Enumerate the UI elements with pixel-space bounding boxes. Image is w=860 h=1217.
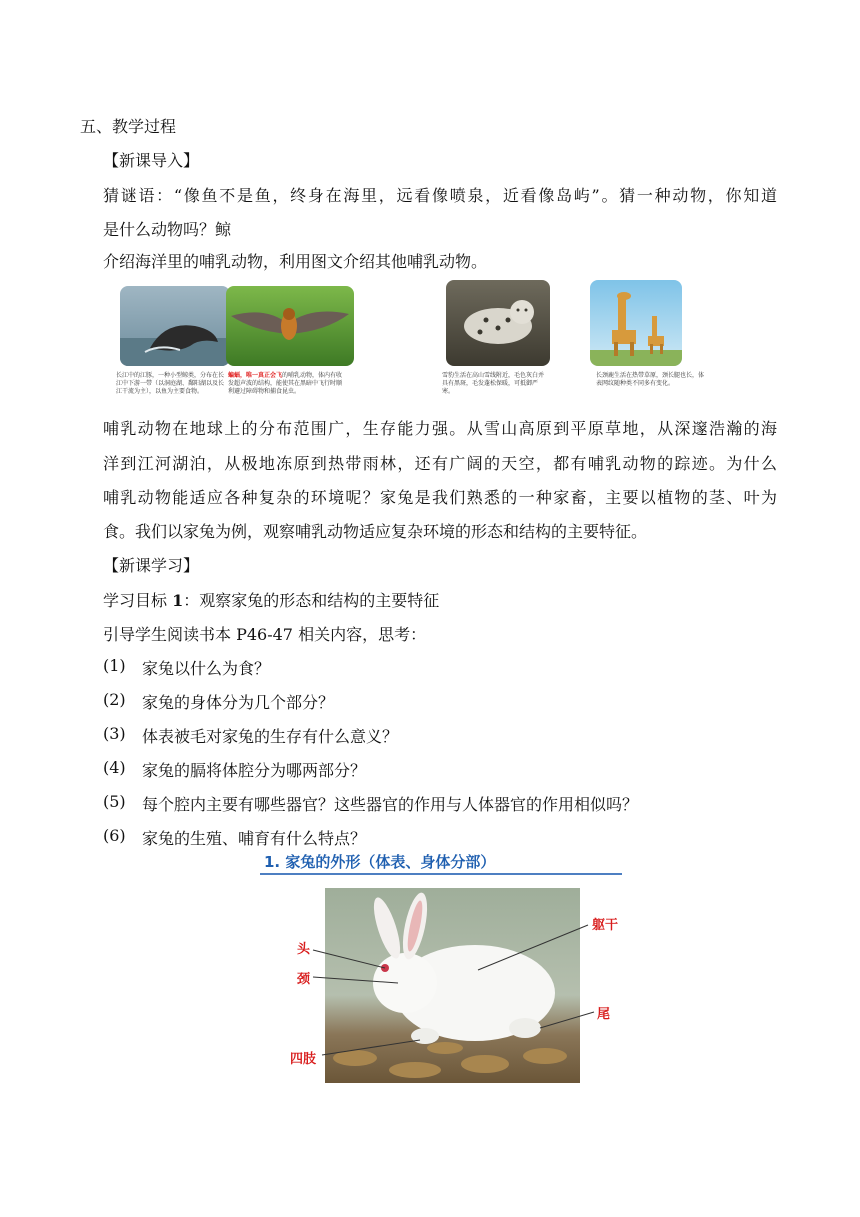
label-head: 头 (297, 942, 311, 957)
question-text: 家兔的身体分为几个部分？ (142, 693, 335, 712)
intro-heading: 【新课导入】 (103, 151, 200, 170)
riddle-line-2: 是什么动物吗？鲸 (103, 220, 232, 239)
label-tail: 尾 (597, 1007, 611, 1022)
giraffe-caption: 长颈鹿生活在热带草原，颈长腿也长，体表网纹随种类不同多有变化。 (596, 372, 705, 387)
guide-line: 引导学生阅读书本 P46-47 相关内容，思考： (103, 625, 427, 644)
riddle-line-1: 猜谜语：“像鱼不是鱼，终身在海里，远看像喷泉，近看像岛屿”。猜一种动物，你知道 (103, 186, 777, 205)
question-num: (2) (103, 690, 126, 709)
figure-title: 1. 家兔的外形（体表、身体分部） (260, 851, 622, 875)
question-text: 家兔的膈将体腔分为哪两部分？ (142, 761, 367, 780)
question-text: 家兔以什么为食？ (142, 659, 271, 678)
para-line-2: 洋到江河湖泊，从极地冻原到热带雨林，还有广阔的天空，都有哺乳动物的踪迹。为什么 (103, 454, 777, 473)
para-line-1: 哺乳动物在地球上的分布范围广，生存能力强。从雪山高原到平原草地，从深邃浩瀚的海 (103, 419, 777, 438)
para-line-3: 哺乳动物能适应各种复杂的环境呢？家兔是我们熟悉的一种家畜，主要以植物的茎、叶为 (103, 488, 777, 507)
snow-leopard-caption: 雪豹生活在高山雪线附近，毛色灰白并具有黑斑，毛发蓬松保暖，可抵御严寒。 (442, 372, 545, 395)
question-num: (6) (103, 826, 126, 845)
question-num: (5) (103, 792, 126, 811)
intro-line: 介绍海洋里的哺乳动物，利用图文介绍其他哺乳动物。 (103, 252, 488, 271)
question-num: (4) (103, 758, 126, 777)
label-neck: 颈 (297, 972, 311, 987)
label-limbs: 四肢 (290, 1052, 317, 1067)
goal-line: 学习目标 1：观察家兔的形态和结构的主要特征 (103, 591, 440, 610)
section-title: 五、教学过程 (80, 117, 177, 136)
question-num: (3) (103, 724, 126, 743)
bat-caption: 蝙蝠，唯一真正会飞的哺乳动物，体内有收发超声波的结构，能使其在黑暗中飞行时顺利避过障碍物和捕食昆虫。 (228, 372, 343, 395)
question-text: 每个腔内主要有哪些器官？这些器官的作用与人体器官的作用相似吗？ (142, 795, 639, 814)
question-text: 体表被毛对家兔的生存有什么意义？ (142, 727, 399, 746)
question-text: 家兔的生殖、哺育有什么特点？ (142, 829, 367, 848)
para-line-4: 食。我们以家兔为例，观察哺乳动物适应复杂环境的形态和结构的主要特征。 (103, 522, 648, 541)
label-trunk: 躯干 (592, 918, 619, 933)
learn-heading: 【新课学习】 (103, 556, 200, 575)
porpoise-caption: 长江中的江豚，一种小型鲸类，分布在长江中下游一带（以洞庭湖、鄱阳湖以及长江干流为主），以鱼为主要食物。 (116, 372, 225, 395)
question-num: (1) (103, 656, 126, 675)
